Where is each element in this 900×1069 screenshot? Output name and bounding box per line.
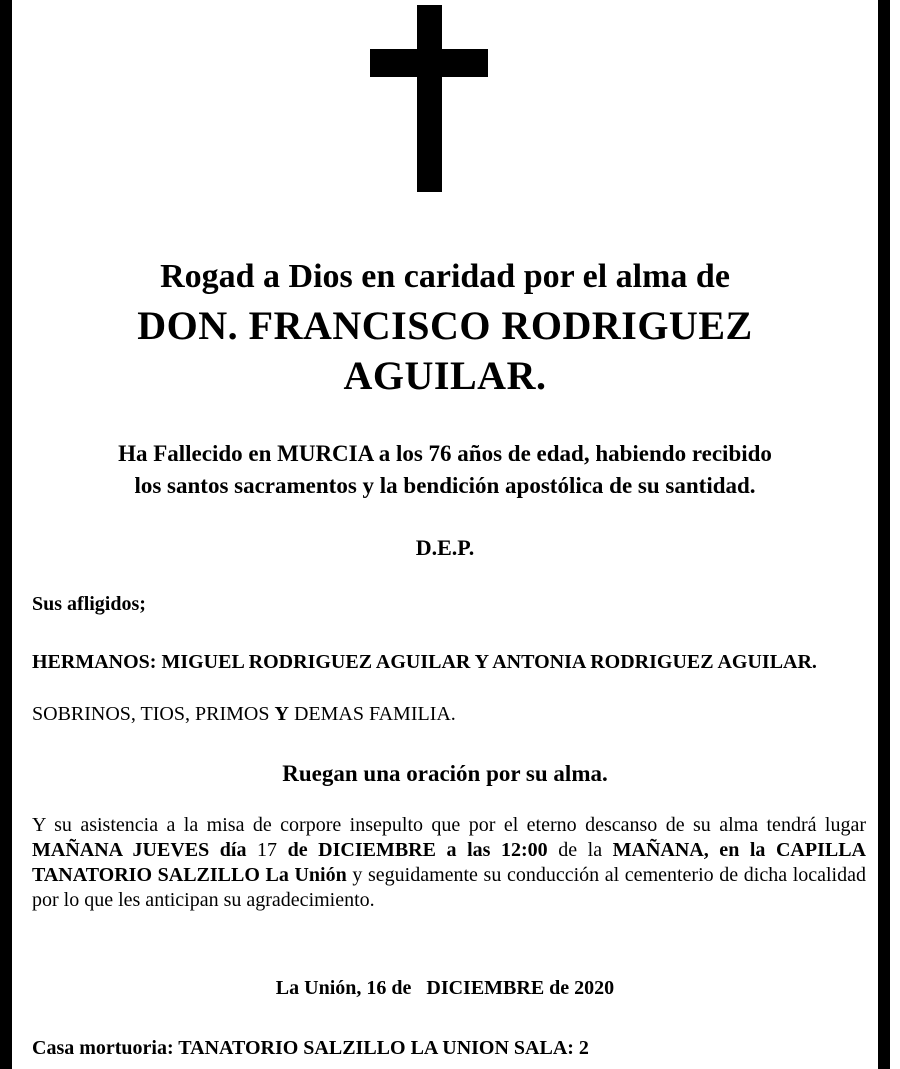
place-date: La Unión, 16 de DICIEMBRE de 2020 <box>275 977 615 999</box>
mourners-label: Sus afligidos; <box>32 593 146 615</box>
dep-label: D.E.P. <box>415 535 475 560</box>
latin-cross-icon <box>0 0 900 200</box>
ceremony-text-3: de la <box>547 839 613 861</box>
funeral-home: Casa mortuoria: TANATORIO SALZILLO LA UNION SALA: 2 <box>32 1037 589 1059</box>
prayer-request: Ruegan una oración por su alma. <box>282 761 608 786</box>
other-relatives-part-2: DEMAS FAMILIA. <box>288 703 456 725</box>
invocation-heading: Rogad a Dios en caridad por el alma de <box>160 258 730 295</box>
ceremony-text-4: y seguidamente su conducción al cementerio de dicha localidad por lo que les anticipan su agradecimiento. <box>32 864 866 911</box>
deceased-name-line-2: AGUILAR. <box>343 353 547 398</box>
death-announcement-line-2: los santos sacramentos y la bendición apostólica de su santidad. <box>134 473 756 498</box>
cross-horizontal-bar <box>370 49 488 77</box>
ceremony-paragraph <box>32 813 866 913</box>
cross-vertical-bar <box>417 5 442 192</box>
deceased-name-line-1: DON. FRANCISCO RODRIGUEZ <box>137 303 753 348</box>
ceremony-venue: MAÑANA, en la CAPILLA TANATORIO SALZILLO La Unión <box>32 839 867 886</box>
ceremony-text-1: Y su asistencia a la misa de corpore insepulto que por el eterno descanso de su alma tendrá lugar <box>32 814 866 836</box>
other-relatives-y: Y <box>274 703 289 725</box>
other-relatives <box>32 701 866 727</box>
deceased-name <box>12 301 878 401</box>
siblings-list: HERMANOS: MIGUEL RODRIGUEZ AGUILAR Y ANTONIA RODRIGUEZ AGUILAR. <box>32 651 817 673</box>
other-relatives-part-1: SOBRINOS, TIOS, PRIMOS <box>32 703 275 725</box>
ceremony-text-2: 17 <box>246 839 288 861</box>
ceremony-day: MAÑANA JUEVES día <box>32 839 247 861</box>
death-announcement-line-1: Ha Fallecido en MURCIA a los 76 años de edad, habiendo recibido <box>118 441 772 466</box>
death-announcement <box>12 438 878 502</box>
ceremony-month-time: de DICIEMBRE a las 12:00 <box>287 839 548 861</box>
